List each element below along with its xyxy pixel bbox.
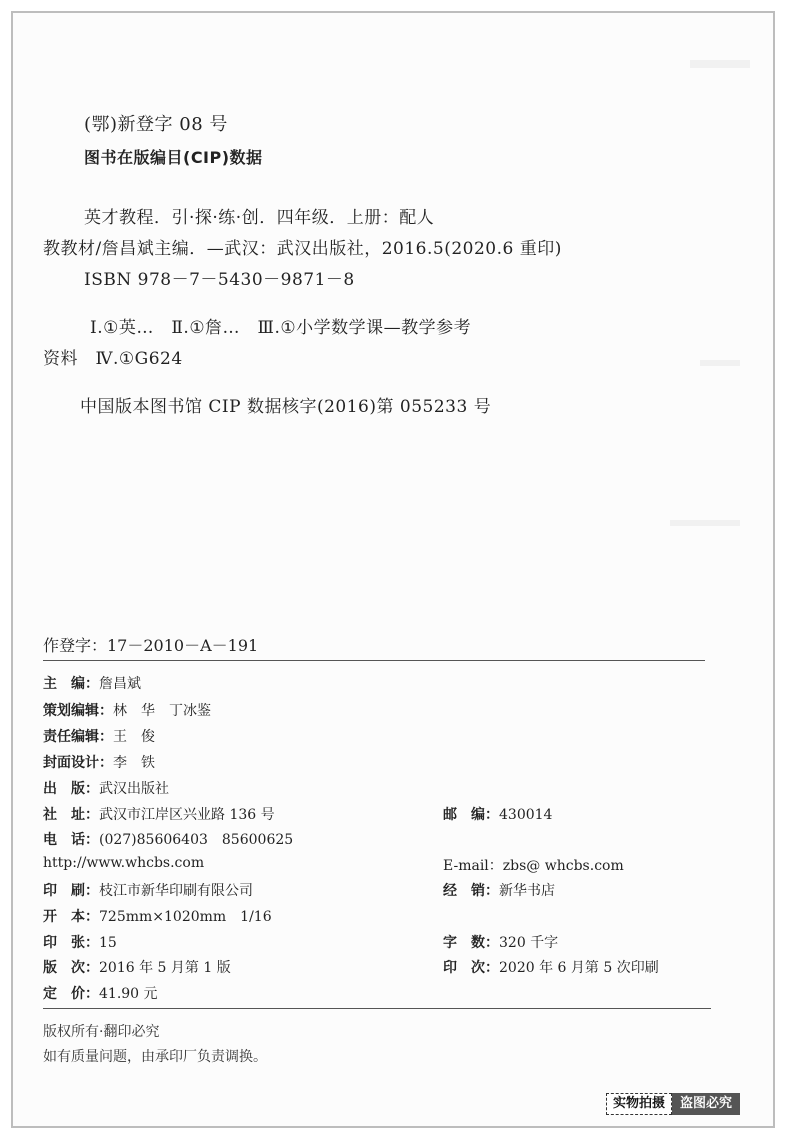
divider-bottom [43, 1008, 711, 1009]
credit-printer [43, 880, 253, 900]
credit-printing [443, 957, 659, 977]
credit-website [43, 855, 204, 871]
label: 策划编辑： [43, 703, 113, 719]
credit-postcode [443, 804, 552, 824]
label: 开 本： [43, 909, 99, 925]
value: 詹昌斌 [99, 676, 141, 692]
label: 出 版： [43, 781, 99, 797]
isbn: ISBN 978－7－5430－9871－8 [84, 270, 355, 290]
credit-planning-editor [43, 700, 211, 720]
credit-phone [43, 829, 293, 849]
value: E-mail：zbs@ whcbs.com [443, 858, 624, 874]
label: 定 价： [43, 986, 99, 1002]
cip-title-line-2: 教教材/詹昌斌主编．—武汉：武汉出版社，2016.5(2020.6 重印) [43, 239, 562, 259]
credit-distributor [443, 880, 555, 900]
value: 李 铁 [113, 755, 155, 771]
value: 430014 [499, 807, 553, 823]
value: 2016 年 5 月第 1 版 [99, 960, 231, 976]
value: http://www.whcbs.com [43, 855, 205, 871]
label: 经 销： [443, 883, 499, 899]
copyright-notice: 版权所有·翻印必究 [43, 1024, 160, 1040]
label: 电 话： [43, 832, 99, 848]
classification-line-1: Ⅰ.①英… Ⅱ.①詹… Ⅲ.①小学数学课—教学参考 [90, 318, 472, 338]
credit-format [43, 906, 272, 926]
credit-cover-design [43, 752, 155, 772]
value: 41.90 元 [99, 986, 158, 1002]
credit-edition [43, 957, 231, 977]
classification-line-2: 资料 Ⅳ.①G624 [43, 349, 183, 369]
stamp-left: 实物拍摄 [606, 1093, 672, 1115]
label: 责任编辑： [43, 729, 113, 745]
label: 印 张： [43, 935, 99, 951]
credit-editor [43, 673, 141, 693]
registration-number: 作登字：17－2010－A－191 [43, 636, 259, 655]
value: 枝江市新华印刷有限公司 [99, 883, 253, 899]
label: 社 址： [43, 807, 99, 823]
label: 封面设计： [43, 755, 113, 771]
credit-price [43, 983, 158, 1003]
credit-word-count [443, 932, 558, 952]
label: 邮 编： [443, 807, 499, 823]
quality-notice: 如有质量问题，由承印厂负责调换。 [43, 1049, 267, 1065]
credit-publisher [43, 778, 169, 798]
cip-heading: 图书在版编目(CIP)数据 [84, 148, 263, 167]
value: (027)85606403 85600625 [99, 832, 294, 848]
value: 武汉市江岸区兴业路 136 号 [99, 807, 275, 823]
label: 印 刷： [43, 883, 99, 899]
divider-top [43, 660, 705, 661]
show-through-mark [700, 360, 740, 366]
label: 字 数： [443, 935, 499, 951]
show-through-mark [670, 520, 740, 526]
cip-title-line-1: 英才教程．引·探·练·创．四年级．上册：配人 [84, 208, 435, 228]
credit-responsible-editor [43, 726, 155, 746]
show-through-mark [690, 60, 750, 68]
credit-address [43, 804, 275, 824]
label: 印 次： [443, 960, 499, 976]
value: 王 俊 [113, 729, 155, 745]
stamp-right: 盗图必究 [672, 1093, 740, 1115]
credit-email [443, 855, 624, 875]
value: 15 [99, 935, 117, 951]
value: 武汉出版社 [99, 781, 169, 797]
cip-number: 中国版本图书馆 CIP 数据核字(2016)第 055233 号 [80, 397, 492, 417]
watermark-stamp [606, 1093, 740, 1115]
label: 版 次： [43, 960, 99, 976]
value: 320 千字 [499, 935, 559, 951]
label: 主 编： [43, 676, 99, 692]
credit-sheets [43, 932, 117, 952]
value: 林 华 丁冰鉴 [113, 703, 211, 719]
publishing-permit: (鄂)新登字 08 号 [84, 114, 228, 135]
value: 新华书店 [499, 883, 555, 899]
value: 725mm×1020mm 1/16 [99, 909, 272, 925]
value: 2020 年 6 月第 5 次印刷 [499, 960, 659, 976]
